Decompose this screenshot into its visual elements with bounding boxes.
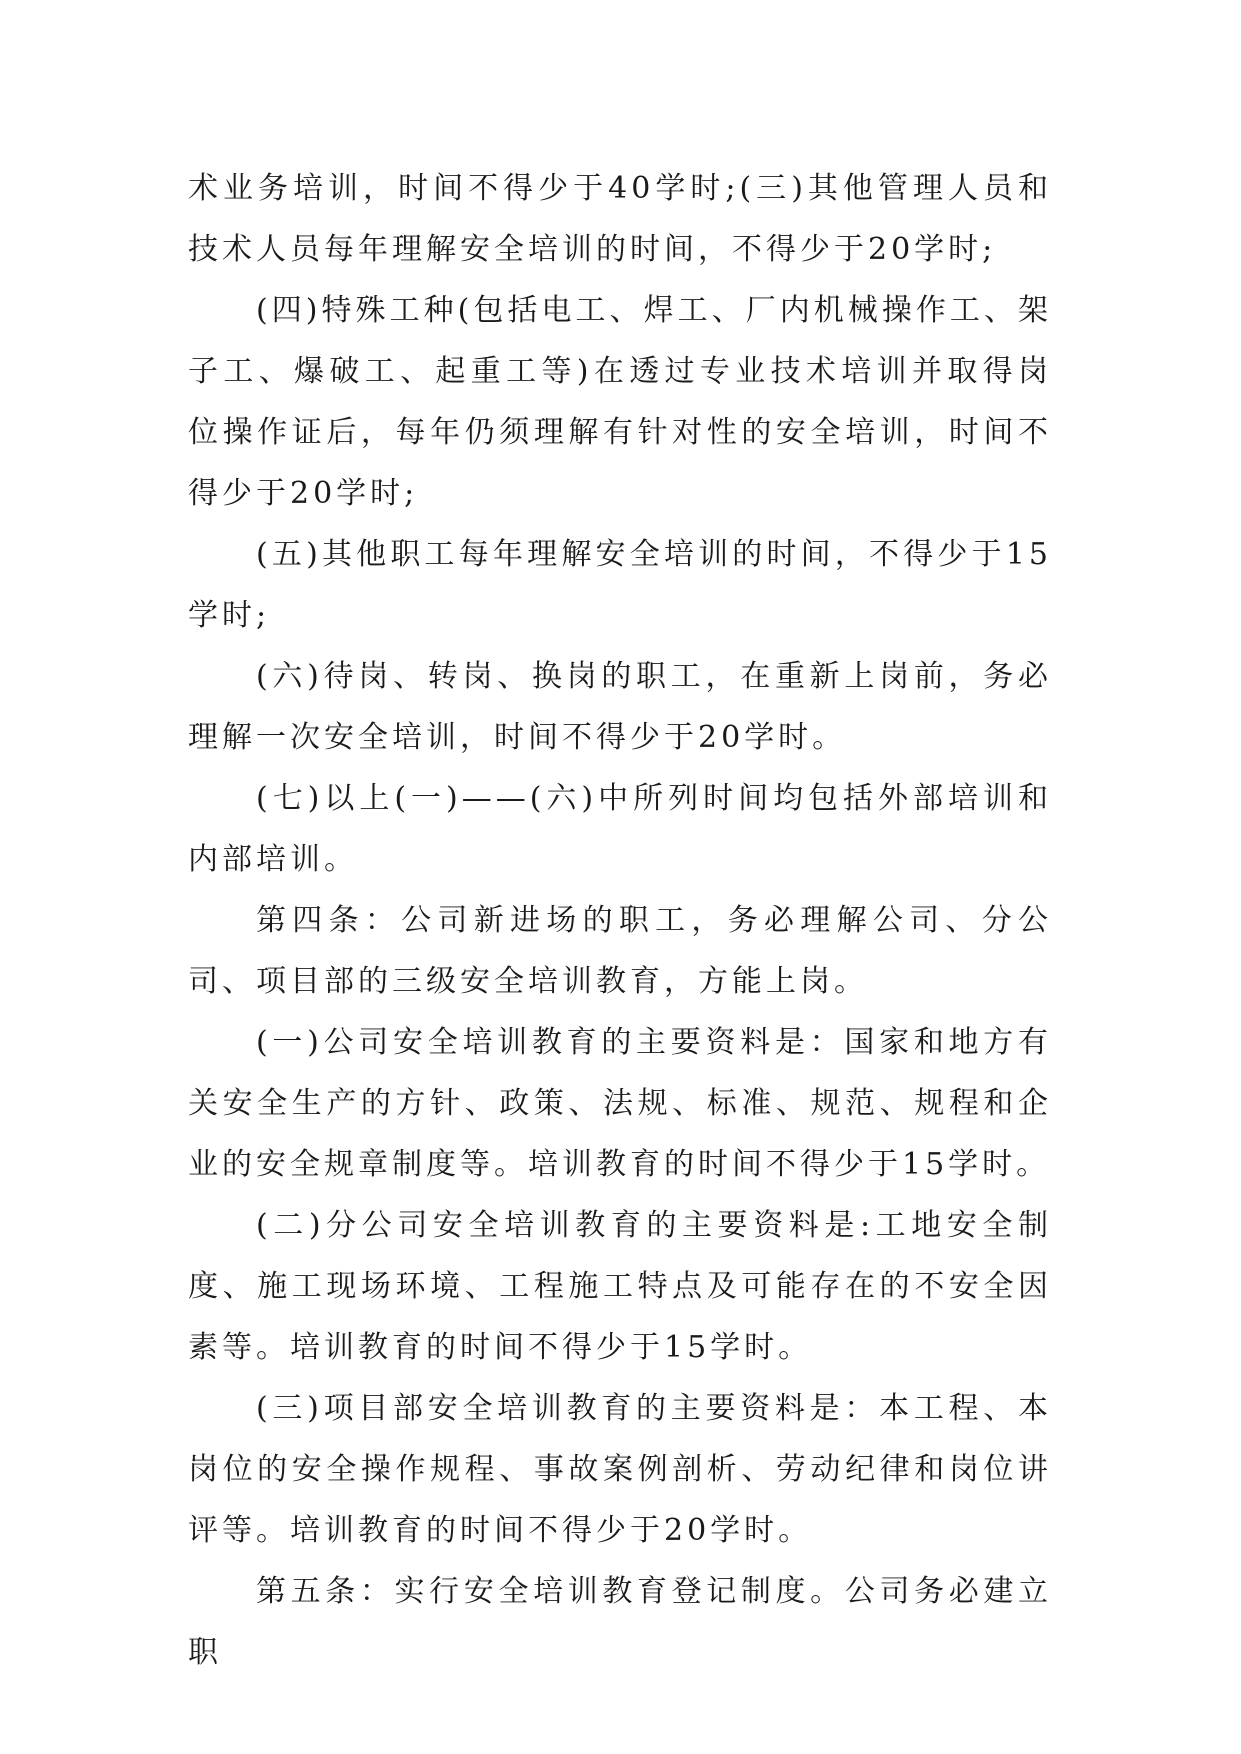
- paragraph: (五)其他职工每年理解安全培训的时间，不得少于15学时;: [188, 537, 1052, 633]
- paragraph: (七)以上(一)——(六)中所列时间均包括外部培训和内部培训。: [188, 781, 1052, 877]
- paragraph: 第四条：公司新进场的职工，务必理解公司、分公司、项目部的三级安全培训教育，方能上岗。: [188, 903, 1052, 999]
- document-body: [188, 158, 1052, 1683]
- paragraph: (四)特殊工种(包括电工、焊工、厂内机械操作工、架子工、爆破工、起重工等)在透过专业技术培训并取得岗位操作证后，每年仍须理解有针对性的安全培训，时间不得少于20学时;: [188, 293, 1052, 511]
- paragraph: 术业务培训，时间不得少于40学时;(三)其他管理人员和技术人员每年理解安全培训的时间，不得少于20学时;: [188, 171, 1052, 267]
- paragraph: (三)项目部安全培训教育的主要资料是：本工程、本岗位的安全操作规程、事故案例剖析、劳动纪律和岗位讲评等。培训教育的时间不得少于20学时。: [188, 1391, 1052, 1548]
- paragraph: (二)分公司安全培训教育的主要资料是:工地安全制度、施工现场环境、工程施工特点及可能存在的不安全因素等。培训教育的时间不得少于15学时。: [188, 1208, 1052, 1365]
- paragraph: (六)待岗、转岗、换岗的职工，在重新上岗前，务必理解一次安全培训，时间不得少于20学时。: [188, 659, 1052, 755]
- paragraph: 第五条：实行安全培训教育登记制度。公司务必建立职: [188, 1574, 1052, 1670]
- paragraph: (一)公司安全培训教育的主要资料是：国家和地方有关安全生产的方针、政策、法规、标准、规范、规程和企业的安全规章制度等。培训教育的时间不得少于15学时。: [188, 1025, 1052, 1182]
